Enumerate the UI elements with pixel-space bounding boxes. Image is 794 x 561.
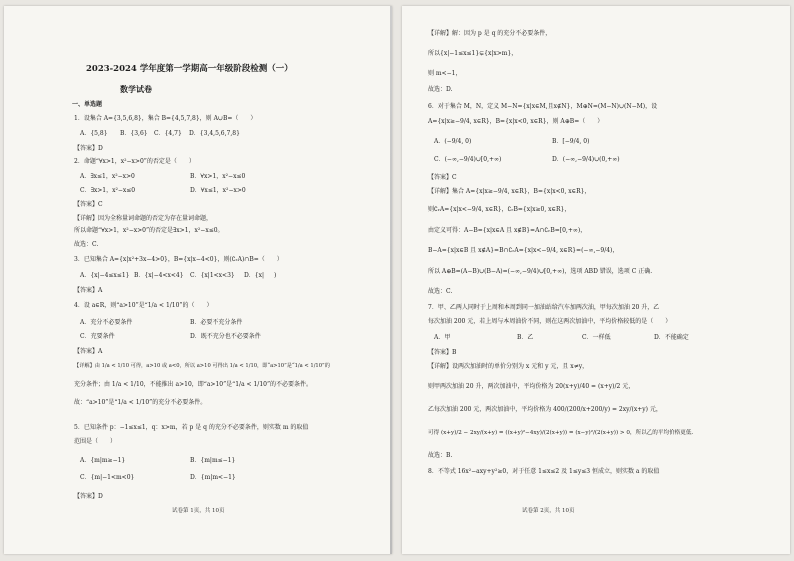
q3-option-c: C．{x|1<x<3}: [190, 272, 235, 279]
explanation-4c: 故：“a>10”是“1/a < 1/10”的充分不必要条件。: [74, 399, 207, 406]
q3-option-d: D．{x|: [244, 272, 265, 279]
question-6-cont: A={x|x≥−9/4, x∈R}，B={x|x<0, x∈R}，则 A⊕B=（ ）: [428, 118, 604, 125]
q1-option-c: C．{4,7}: [154, 130, 182, 137]
answer-1: 【答案】D: [74, 145, 103, 152]
q1-option-d: D．{3,4,5,6,7,8}: [189, 130, 240, 137]
question-1: 1．设集合 A={3,5,6,8}，集合 B={4,5,7,8}，则 A∪B=（ ）: [74, 115, 257, 122]
question-5-cont: 范围是（ ）: [74, 438, 117, 445]
explanation-2b: 所以命题“∀x>1，x²−x>0”的否定是∃x>1，x²−x≤0。: [74, 227, 224, 234]
explanation-6e: 所以 A⊕B=(A−B)∪(B−A)=(−∞,−9/4)∪[0,+∞)，选项 ABD 错误，选项 C 正确.: [428, 268, 653, 275]
q3-option-d-end: ): [274, 272, 277, 279]
explanation-7b: 则甲两次加油 20 升，两次加油中，平均价格为 20(x+y)/40 = (x+y)/2 元，: [428, 383, 635, 390]
explanation-7e: 故选：B.: [428, 452, 453, 459]
explanation-4a: 【详解】由 1/a < 1/10 可得，a>10 或 a<0，所以 a>10 可得出 1/a < 1/10，即“a>10”是“1/a < 1/10”的: [74, 363, 330, 369]
explanation-6d: B−A={x|x∈B 且 x∉A}=B∩∁ᵣA={x|x<−9/4, x∈R}=(−∞,−9/4)，: [428, 247, 619, 254]
q2-option-b: B．∀x>1，x²−x≤0: [190, 173, 246, 180]
q7-option-a: A．甲: [434, 334, 451, 341]
q4-option-c: C．充要条件: [80, 333, 115, 340]
q5-option-b: B．{m|m≤−1}: [190, 457, 236, 464]
question-5: 5．已知条件 p：−1≤x≤1，q：x>m，若 p 是 q 的充分不必要条件，则实数 m 的取值: [74, 424, 309, 431]
answer-6: 【答案】C: [428, 174, 457, 181]
q4-option-b: B．必要不充分条件: [190, 319, 243, 326]
explanation-6f: 故选：C.: [428, 288, 453, 295]
section-heading: 一、单选题: [72, 101, 103, 108]
question-7: 7．甲、乙两人同时于上周和本周到同一加油站给汽车加两次油，甲每次加油 20 升，乙: [428, 304, 660, 311]
exam-title: 2023-2024 学年度第一学期高一年级阶段检测（一）: [86, 64, 293, 74]
question-7-cont: 每次加油 200 元，若上周与本周油价不同，则在这两次加油中，平均价格较低的是（ ）: [428, 318, 672, 325]
page-left: [4, 6, 392, 554]
q5-option-a: A．{m|m≥−1}: [80, 457, 126, 464]
q7-option-d: D．不能确定: [654, 334, 689, 341]
q4-option-d: D．既不充分也不必要条件: [190, 333, 261, 340]
q6-option-a: A．(−9/4, 0): [434, 138, 472, 145]
explanation-6b: 则∁ᵣA={x|x<−9/4, x∈R}，∁ᵣB={x|x≥0, x∈R}，: [428, 206, 571, 213]
question-2: 2．命题“∀x>1，x²−x>0”的否定是（ ）: [74, 158, 195, 165]
explanation-7d: 可得 (x+y)/2 − 2xy/(x+y) = ((x+y)²−4xy)/(2(x+y)) = (x−y)²/(2(x+y)) > 0，所以乙的平均价格更低.: [428, 430, 694, 436]
question-8: 8．不等式 16x²−axy+y²≥0，对于任意 1≤x≤2 及 1≤y≤3 恒成立，则实数 a 的取值: [428, 468, 660, 475]
explanation-5d: 故选：D.: [428, 86, 453, 93]
q3-option-b: B．{x|−4<x<4}: [134, 272, 184, 279]
q6-option-b: B．[−9/4, 0): [552, 138, 590, 145]
answer-7: 【答案】B: [428, 349, 457, 356]
q4-option-a: A．充分不必要条件: [80, 319, 133, 326]
q7-option-b: B．乙: [517, 334, 534, 341]
q6-option-d: D．(−∞,−9/4)∪(0,+∞): [552, 156, 620, 163]
question-3: 3．已知集合 A={x|x²+3x−4>0}，B={x|x−4<0}，则(∁ᵣA)∩B=（ ）: [74, 256, 283, 263]
q2-option-c: C．∃x>1，x²−x≤0: [80, 187, 136, 194]
question-6: 6．对于集合 M，N，定义 M−N={x|x∈M,且x∉N}，M⊕N=(M−N)∪(N−M)，设: [428, 103, 658, 110]
q5-option-c: C．{m|−1<m<0}: [80, 474, 135, 481]
page-footer: 试卷第 2页，共 10页: [522, 508, 575, 514]
q6-option-c: C．(−∞,−9/4)∪[0,+∞): [434, 156, 502, 163]
q1-option-b: B．{3,6}: [120, 130, 148, 137]
explanation-5b: 所以{x|−1≤x≤1}⊊{x|x>m}，: [428, 50, 518, 57]
explanation-2a: 【详解】因为全称量词命题的否定为存在量词命题，: [74, 215, 213, 222]
explanation-4b: 充分条件；由 1/a < 1/10，不能推出 a>10，即“a>10”是“1/a < 1/10”的不必要条件。: [74, 381, 313, 388]
explanation-7c: 乙每次加油 200 元，两次加油中，平均价格为 400/(200/x+200/y) = 2xy/(x+y) 元，: [428, 406, 662, 413]
explanation-2c: 故选：C.: [74, 241, 99, 248]
q2-option-d: D．∀x≤1，x²−x>0: [190, 187, 246, 194]
answer-2: 【答案】C: [74, 201, 103, 208]
answer-3: 【答案】A: [74, 287, 103, 294]
explanation-6c: 由定义可得：A−B={x|x∈A 且 x∉B}=A∩∁ᵣB=[0,+∞)，: [428, 227, 587, 234]
page-edge: [390, 6, 392, 554]
explanation-7a: 【详解】设两次加油时的单价分别为 x 元和 y 元，且 x≠y，: [428, 363, 589, 370]
exam-subtitle: 数学试卷: [120, 84, 152, 94]
question-4: 4．设 a∈R，则“a>10”是“1/a < 1/10”的（ ）: [74, 302, 213, 309]
answer-5: 【答案】D: [74, 493, 103, 500]
q7-option-c: C．一样低: [582, 334, 611, 341]
page-right: [402, 6, 790, 554]
explanation-5c: 则 m<−1，: [428, 70, 462, 77]
q2-option-a: A．∃x≤1，x²−x>0: [80, 173, 135, 180]
q5-option-d: D．{m|m<−1}: [190, 474, 236, 481]
q3-option-a: A．{x|−4≤x≤1}: [80, 272, 130, 279]
q1-option-a: A．{5,8}: [80, 130, 108, 137]
answer-4: 【答案】A: [74, 348, 103, 355]
explanation-6a: 【详解】集合 A={x|x≥−9/4, x∈R}，B={x|x<0, x∈R}，: [428, 188, 591, 195]
page-footer: 试卷第 1页，共 10页: [172, 508, 225, 514]
explanation-5a: 【详解】解：因为 p 是 q 的充分不必要条件，: [428, 30, 552, 37]
